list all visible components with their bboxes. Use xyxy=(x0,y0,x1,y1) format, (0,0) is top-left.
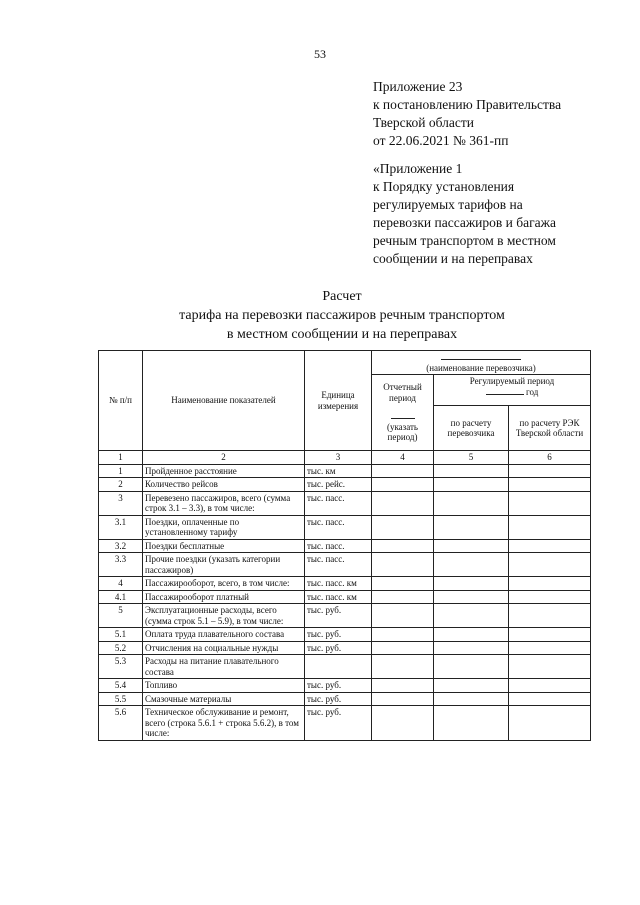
value-by-rek xyxy=(509,515,591,539)
appendix-sub-line: регулируемых тарифов на xyxy=(373,197,523,212)
value-by-carrier xyxy=(434,679,509,693)
col-number: 3 xyxy=(305,451,372,465)
row-number: 5 xyxy=(99,604,143,628)
row-number: 4.1 xyxy=(99,590,143,604)
table-row xyxy=(99,478,591,492)
value-reporting xyxy=(372,655,434,679)
carrier-line xyxy=(374,352,588,363)
table-row xyxy=(99,539,591,553)
table-row xyxy=(99,464,591,478)
header-carrier xyxy=(372,351,591,375)
value-by-carrier xyxy=(434,655,509,679)
value-by-carrier xyxy=(434,553,509,577)
value-reporting xyxy=(372,478,434,492)
title-line: Расчет xyxy=(322,289,362,304)
appendix-sub-line: «Приложение 1 xyxy=(373,161,463,176)
header-row xyxy=(99,351,591,375)
row-unit: тыс. руб. xyxy=(305,679,372,693)
appendix-sub xyxy=(373,160,623,268)
value-reporting xyxy=(372,590,434,604)
value-by-rek xyxy=(509,577,591,591)
appendix-sub-line: перевозки пассажиров и багажа xyxy=(373,215,556,230)
row-number: 1 xyxy=(99,464,143,478)
value-by-rek xyxy=(509,706,591,741)
value-reporting xyxy=(372,679,434,693)
value-reporting xyxy=(372,464,434,478)
value-reporting xyxy=(372,628,434,642)
reporting-period-note: (указать период) xyxy=(386,421,419,443)
table-row xyxy=(99,641,591,655)
value-by-carrier xyxy=(434,590,509,604)
table-row xyxy=(99,706,591,741)
value-by-carrier xyxy=(434,478,509,492)
reporting-period-label: Отчетный период xyxy=(383,382,422,403)
value-by-rek xyxy=(509,641,591,655)
row-name: Пассажирооборот платный xyxy=(143,590,305,604)
row-number: 5.5 xyxy=(99,692,143,706)
table-row xyxy=(99,604,591,628)
header-by-carrier: по расчету перевозчика xyxy=(434,406,509,451)
row-unit: тыс. пасс. xyxy=(305,515,372,539)
value-by-carrier xyxy=(434,464,509,478)
appendix-header-line: Приложение 23 xyxy=(373,79,463,94)
row-unit: тыс. пасс. км xyxy=(305,577,372,591)
header-by-rek: по расчету РЭК Тверской области xyxy=(509,406,591,451)
row-unit: тыс. км xyxy=(305,464,372,478)
col-number: 4 xyxy=(372,451,434,465)
appendix-header xyxy=(373,78,623,150)
value-by-rek xyxy=(509,628,591,642)
value-by-rek xyxy=(509,491,591,515)
row-unit: тыс. рейс. xyxy=(305,478,372,492)
value-by-carrier xyxy=(434,491,509,515)
title-line: тарифа на перевозки пассажиров речным транспортом xyxy=(179,308,505,323)
tariff-table xyxy=(98,350,591,741)
row-name: Количество рейсов xyxy=(143,478,305,492)
row-unit: тыс. руб. xyxy=(305,628,372,642)
value-by-carrier xyxy=(434,692,509,706)
header-regulated-period xyxy=(434,375,591,406)
row-unit: тыс. руб. xyxy=(305,604,372,628)
value-by-rek xyxy=(509,590,591,604)
table-row xyxy=(99,692,591,706)
row-name: Пассажирооборот, всего, в том числе: xyxy=(143,577,305,591)
table-body xyxy=(99,351,591,741)
col-number: 6 xyxy=(509,451,591,465)
row-number: 5.6 xyxy=(99,706,143,741)
row-number: 3.2 xyxy=(99,539,143,553)
row-name: Расходы на питание плавательного состава xyxy=(143,655,305,679)
row-name: Поездки бесплатные xyxy=(143,539,305,553)
row-name: Техническое обслуживание и ремонт, всего (строка 5.6.1 + строка 5.6.2), в том числе: xyxy=(143,706,305,741)
value-reporting xyxy=(372,515,434,539)
row-name: Эксплуатационные расходы, всего (сумма строк 5.1 – 5.9), в том числе: xyxy=(143,604,305,628)
value-by-rek xyxy=(509,464,591,478)
row-unit: тыс. пасс. xyxy=(305,553,372,577)
value-by-carrier xyxy=(434,604,509,628)
header-reporting-period xyxy=(372,375,434,451)
row-unit: тыс. пасс. xyxy=(305,539,372,553)
row-number: 5.2 xyxy=(99,641,143,655)
row-name: Оплата труда плавательного состава xyxy=(143,628,305,642)
table-row xyxy=(99,655,591,679)
appendix-header-line: от 22.06.2021 № 361-пп xyxy=(373,133,509,148)
appendix-header-line: к постановлению Правительства xyxy=(373,97,562,112)
row-unit xyxy=(305,655,372,679)
value-reporting xyxy=(372,491,434,515)
value-reporting xyxy=(372,539,434,553)
header-unit: Единица измерения xyxy=(305,351,372,451)
value-by-rek xyxy=(509,692,591,706)
appendix-sub-line: речным транспортом в местном xyxy=(373,233,556,248)
table-row xyxy=(99,679,591,693)
table-row xyxy=(99,590,591,604)
header-name: Наименование показателей xyxy=(143,351,305,451)
row-unit: тыс. пасс. км xyxy=(305,590,372,604)
table-row xyxy=(99,577,591,591)
document-title xyxy=(0,287,640,344)
value-by-rek xyxy=(509,655,591,679)
value-by-rek xyxy=(509,679,591,693)
col-number: 5 xyxy=(434,451,509,465)
value-by-rek xyxy=(509,604,591,628)
row-number: 5.3 xyxy=(99,655,143,679)
row-number: 4 xyxy=(99,577,143,591)
row-name: Топливо xyxy=(143,679,305,693)
carrier-label: (наименование перевозчика) xyxy=(426,362,536,373)
row-unit: тыс. руб. xyxy=(305,706,372,741)
row-number: 5.4 xyxy=(99,679,143,693)
table-row xyxy=(99,628,591,642)
row-name: Отчисления на социальные нужды xyxy=(143,641,305,655)
value-reporting xyxy=(372,692,434,706)
value-by-rek xyxy=(509,478,591,492)
value-by-carrier xyxy=(434,628,509,642)
row-number: 2 xyxy=(99,478,143,492)
row-name: Перевезено пассажиров, всего (сумма строк 3.1 – 3.3), в том числе: xyxy=(143,491,305,515)
row-unit: тыс. руб. xyxy=(305,641,372,655)
reporting-period-line xyxy=(374,411,431,422)
header-num: № п/п xyxy=(99,351,143,451)
appendix-sub-line: сообщении и на переправах xyxy=(373,251,533,266)
row-unit: тыс. руб. xyxy=(305,692,372,706)
row-number: 5.1 xyxy=(99,628,143,642)
row-number: 3.3 xyxy=(99,553,143,577)
row-name: Поездки, оплаченные по установленному тарифу xyxy=(143,515,305,539)
value-by-rek xyxy=(509,539,591,553)
col-number: 2 xyxy=(143,451,305,465)
row-number: 3.1 xyxy=(99,515,143,539)
value-reporting xyxy=(372,577,434,591)
row-number: 3 xyxy=(99,491,143,515)
appendix-sub-line: к Порядку установления xyxy=(373,179,515,194)
value-reporting xyxy=(372,604,434,628)
row-name: Прочие поездки (указать категории пассажиров) xyxy=(143,553,305,577)
regulated-period-label: Регулируемый период xyxy=(469,376,555,386)
title-line: в местном сообщении и на переправах xyxy=(226,327,458,342)
value-by-carrier xyxy=(434,577,509,591)
table-row xyxy=(99,491,591,515)
appendix-header-line: Тверской области xyxy=(373,115,474,130)
value-by-carrier xyxy=(434,641,509,655)
value-reporting xyxy=(372,553,434,577)
column-numbers-row xyxy=(99,451,591,465)
table-row xyxy=(99,553,591,577)
row-name: Смазочные материалы xyxy=(143,692,305,706)
value-by-rek xyxy=(509,553,591,577)
col-number: 1 xyxy=(99,451,143,465)
value-reporting xyxy=(372,641,434,655)
value-by-carrier xyxy=(434,706,509,741)
regulated-year: год xyxy=(436,387,588,398)
row-name: Пройденное расстояние xyxy=(143,464,305,478)
value-by-carrier xyxy=(434,539,509,553)
table-row xyxy=(99,515,591,539)
value-reporting xyxy=(372,706,434,741)
page-number: 53 xyxy=(314,47,326,61)
row-unit: тыс. пасс. xyxy=(305,491,372,515)
value-by-carrier xyxy=(434,515,509,539)
